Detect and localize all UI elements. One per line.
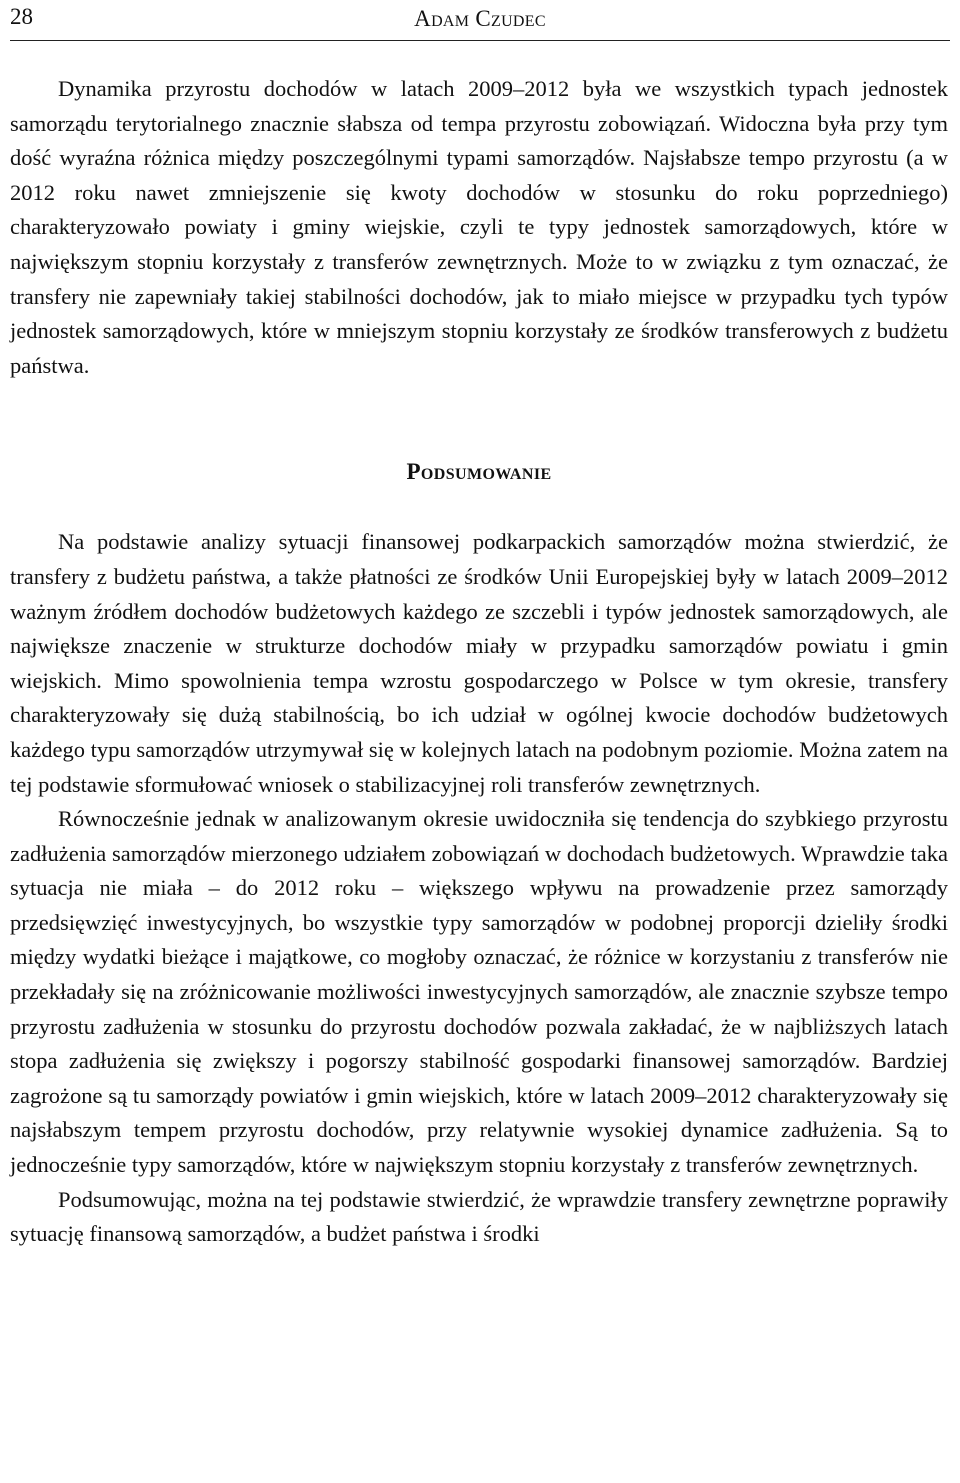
paragraph: Równocześnie jednak w analizowanym okresie uwidoczniła się tendencja do szybkiego przyrostu zadłużenia samorządów mierzonego udziałem zobowiązań w dochodach budżetowych. Wprawdzie taka sytuacja nie miała – do 2012 roku – większego wpływu na prowadzenie przez samorządy przedsięwzięć inwestycyjnych, bo wszystkie typy samorządów w podobnej proporcji dzieliły środki między wydatki bieżące i majątkowe, co mogłoby oznaczać, że różnice w korzystaniu z transferów nie przekładały się na zróżnicowanie możliwości inwestycyjnych samorządów, ale znacznie szybsze tempo przyrostu zadłużenia w stosunku do przyrostu dochodów pozwala zakładać, że w najbliższych latach stopa zadłużenia się zwiększy i pogorszy stabilność gospodarki finansowej samorządów. Bardziej zagrożone są tu samorządy powiatów i gmin wiejskich, które w latach 2009–2012 charakteryzowały się najsłabszym tempem przyrostu dochodów, przy relatywnie wysokiej dynamice zadłużenia. Są to jednocześnie typy samorządów, które w największym stopniu korzystały z transferów zewnętrznych. <box>10 806 948 1178</box>
section-heading: Podsumowanie <box>406 459 552 485</box>
page-number: 28 <box>10 4 33 29</box>
paragraph: Na podstawie analizy sytuacji finansowej podkarpackich samorządów można stwierdzić, że transfery z budżetu państwa, a także płatności ze środków Unii Europejskiej były w latach 2009–2012 ważnym źródłem dochodów budżetowych każdego ze szczebli i typów jednostek samorządowych, ale największe znaczenie w strukturze dochodów miały w przypadku samorządów powiatu i gmin wiejskich. Mimo spowolnienia tempa wzrostu gospodarczego w Polsce w tym okresie, transfery charakteryzowały się dużą stabilnością, bo ich udział w ogólnej kwocie dochodów budżetowych każdego typu samorządów utrzymywał się w kolejnych latach na podobnym poziomie. Można zatem na tej podstawie sformułować wniosek o stabilizacyjnej roli transferów zewnętrznych. <box>10 529 948 797</box>
page-header <box>10 0 950 41</box>
article-body <box>10 72 948 1252</box>
paragraph: Dynamika przyrostu dochodów w latach 2009–2012 była we wszystkich typach jednostek samorządu terytorialnego znacznie słabsza od tempa przyrostu zobowiązań. Widoczna była przy tym dość wyraźna różnica między poszczególnymi typami samorządów. Najsłabsze tempo przyrostu (a w 2012 roku nawet zmniejszenie się kwoty dochodów w stosunku do roku poprzedniego) charakteryzowało powiaty i gminy wiejskie, czyli te typy jednostek samorządowych, które w największym stopniu korzystały z transferów zewnętrznych. Może to w związku z tym oznaczać, że transfery nie zapewniały takiej stabilności dochodów, jak to miało miejsce w przypadku tych typów jednostek samorządowych, które w mniejszym stopniu korzystały ze środków transferowych z budżetu państwa. <box>10 76 948 378</box>
running-head: Adam Czudec <box>414 6 546 31</box>
paragraph: Podsumowując, można na tej podstawie stwierdzić, że wprawdzie transfery zewnętrzne poprawiły sytuację finansową samorządów, a budżet państwa i środki <box>10 1186 948 1247</box>
